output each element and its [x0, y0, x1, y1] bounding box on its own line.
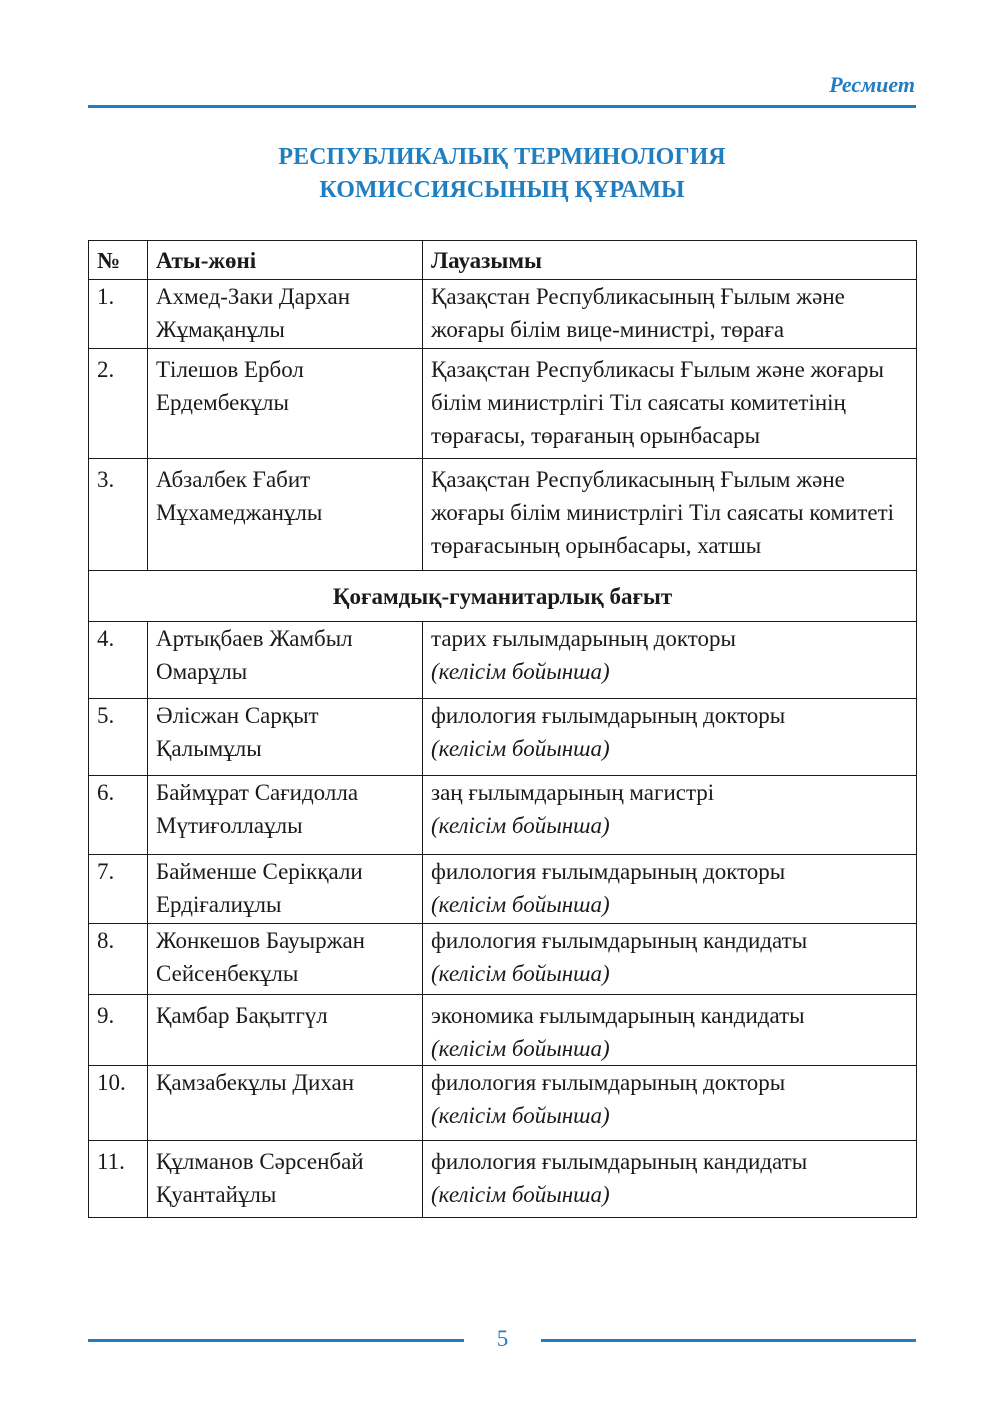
section-title: Қоғамдық-гуманитарлық бағыт — [89, 571, 917, 622]
member-position — [423, 776, 917, 855]
table-row — [89, 1141, 917, 1218]
member-name — [148, 459, 423, 571]
member-position — [423, 1141, 917, 1218]
agreement-note: (келісім бойынша) — [431, 813, 610, 838]
section-label: Ресмиет — [829, 72, 915, 97]
table-row — [89, 855, 917, 924]
row-number: 2. — [89, 349, 148, 459]
agreement-note: (келісім бойынша) — [431, 659, 610, 684]
member-position — [423, 855, 917, 924]
member-name-line: Қуантайұлы — [156, 1182, 277, 1207]
table-row — [89, 995, 917, 1066]
footer-rule-right — [541, 1339, 916, 1342]
row-number: 4. — [89, 622, 148, 699]
member-name-line: Абзалбек Ғабит — [156, 467, 311, 492]
header-rule — [88, 105, 916, 108]
member-name — [148, 776, 423, 855]
row-number: 9. — [89, 995, 148, 1066]
member-position — [423, 1066, 917, 1141]
member-name — [148, 1141, 423, 1218]
agreement-note: (келісім бойынша) — [431, 961, 610, 986]
member-position: Қазақстан Республикасының Ғылым және жоғары білім вице-министрі, төраға — [423, 280, 917, 349]
row-number: 3. — [89, 459, 148, 571]
row-number: 10. — [89, 1066, 148, 1141]
member-name-line: Ердембекұлы — [156, 390, 289, 415]
position-text: филология ғылымдарының докторы — [431, 1070, 786, 1095]
agreement-note: (келісім бойынша) — [431, 892, 610, 917]
position-text: филология ғылымдарының докторы — [431, 703, 786, 728]
member-name — [148, 924, 423, 995]
member-name-line: Құлманов Сәрсенбай — [156, 1149, 364, 1174]
member-name — [148, 699, 423, 776]
row-number: 5. — [89, 699, 148, 776]
member-name-line: Ердіғалиұлы — [156, 892, 282, 917]
member-position — [423, 699, 917, 776]
member-name-line: Қамбар Бақытгүл — [156, 1003, 328, 1028]
agreement-note: (келісім бойынша) — [431, 1036, 610, 1061]
table-row — [89, 622, 917, 699]
table-row — [89, 459, 917, 571]
member-name — [148, 349, 423, 459]
member-name-line: Тілешов Ербол — [156, 357, 304, 382]
table-row — [89, 1066, 917, 1141]
row-number: 8. — [89, 924, 148, 995]
position-text: филология ғылымдарының кандидаты — [431, 1149, 808, 1174]
table-row — [89, 349, 917, 459]
member-name-line: Қалымұлы — [156, 736, 262, 761]
agreement-note: (келісім бойынша) — [431, 1182, 610, 1207]
table-row — [89, 699, 917, 776]
member-name-line: Мүтиғоллаұлы — [156, 813, 303, 838]
position-text: экономика ғылымдарының кандидаты — [431, 1003, 805, 1028]
member-name — [148, 280, 423, 349]
member-position — [423, 995, 917, 1066]
member-name-line: Омарұлы — [156, 659, 248, 684]
position-text: тарих ғылымдарының докторы — [431, 626, 736, 651]
member-name — [148, 622, 423, 699]
member-name — [148, 855, 423, 924]
member-name-line: Сейсенбекұлы — [156, 961, 299, 986]
table-row — [89, 776, 917, 855]
member-name-line: Жонкешов Бауыржан — [156, 928, 365, 953]
column-header-name: Аты-жөні — [148, 241, 423, 280]
member-name-line: Баймұрат Сағидолла — [156, 780, 359, 805]
page-footer — [88, 1326, 916, 1360]
member-name — [148, 1066, 423, 1141]
member-name-line: Жұмақанұлы — [156, 317, 285, 342]
member-position — [423, 622, 917, 699]
row-number: 6. — [89, 776, 148, 855]
commission-members-table — [88, 240, 917, 1218]
member-position: Қазақстан Республикасының Ғылым және жоғары білім министрлігі Тіл саясаты комитеті төрағасының орынбасары, хатшы — [423, 459, 917, 571]
member-name-line: Артықбаев Жамбыл — [156, 626, 353, 651]
column-header-position: Лауазымы — [423, 241, 917, 280]
row-number: 11. — [89, 1141, 148, 1218]
agreement-note: (келісім бойынша) — [431, 736, 610, 761]
row-number: 7. — [89, 855, 148, 924]
column-header-number: № — [89, 241, 148, 280]
position-text: заң ғылымдарының магистрі — [431, 780, 715, 805]
member-name-line: Мұхамеджанұлы — [156, 500, 323, 525]
table-row — [89, 280, 917, 349]
page-title-line-1: РЕСПУБЛИКАЛЫҚ ТЕРМИНОЛОГИЯ — [278, 144, 726, 170]
row-number: 1. — [89, 280, 148, 349]
position-text: филология ғылымдарының докторы — [431, 859, 786, 884]
page-title-line-2: КОМИССИЯСЫНЫҢ ҚҰРАМЫ — [319, 177, 685, 203]
member-position: Қазақстан Республикасы Ғылым және жоғары білім министрлігі Тіл саясаты комитетінің төрағасы, төрағаның орынбасары — [423, 349, 917, 459]
table-header-row — [89, 241, 917, 280]
member-name-line: Байменше Серікқали — [156, 859, 363, 884]
page-title — [88, 141, 916, 207]
member-name — [148, 995, 423, 1066]
table-row — [89, 924, 917, 995]
section-row — [89, 571, 917, 622]
member-name-line: Әлісжан Сарқыт — [156, 703, 319, 728]
member-name-line: Қамзабекұлы Дихан — [156, 1070, 355, 1095]
page-number: 5 — [496, 1326, 509, 1351]
member-name-line: Ахмед-Заки Дархан — [156, 284, 351, 309]
member-position — [423, 924, 917, 995]
footer-rule-left — [88, 1339, 464, 1342]
position-text: филология ғылымдарының кандидаты — [431, 928, 808, 953]
agreement-note: (келісім бойынша) — [431, 1103, 610, 1128]
